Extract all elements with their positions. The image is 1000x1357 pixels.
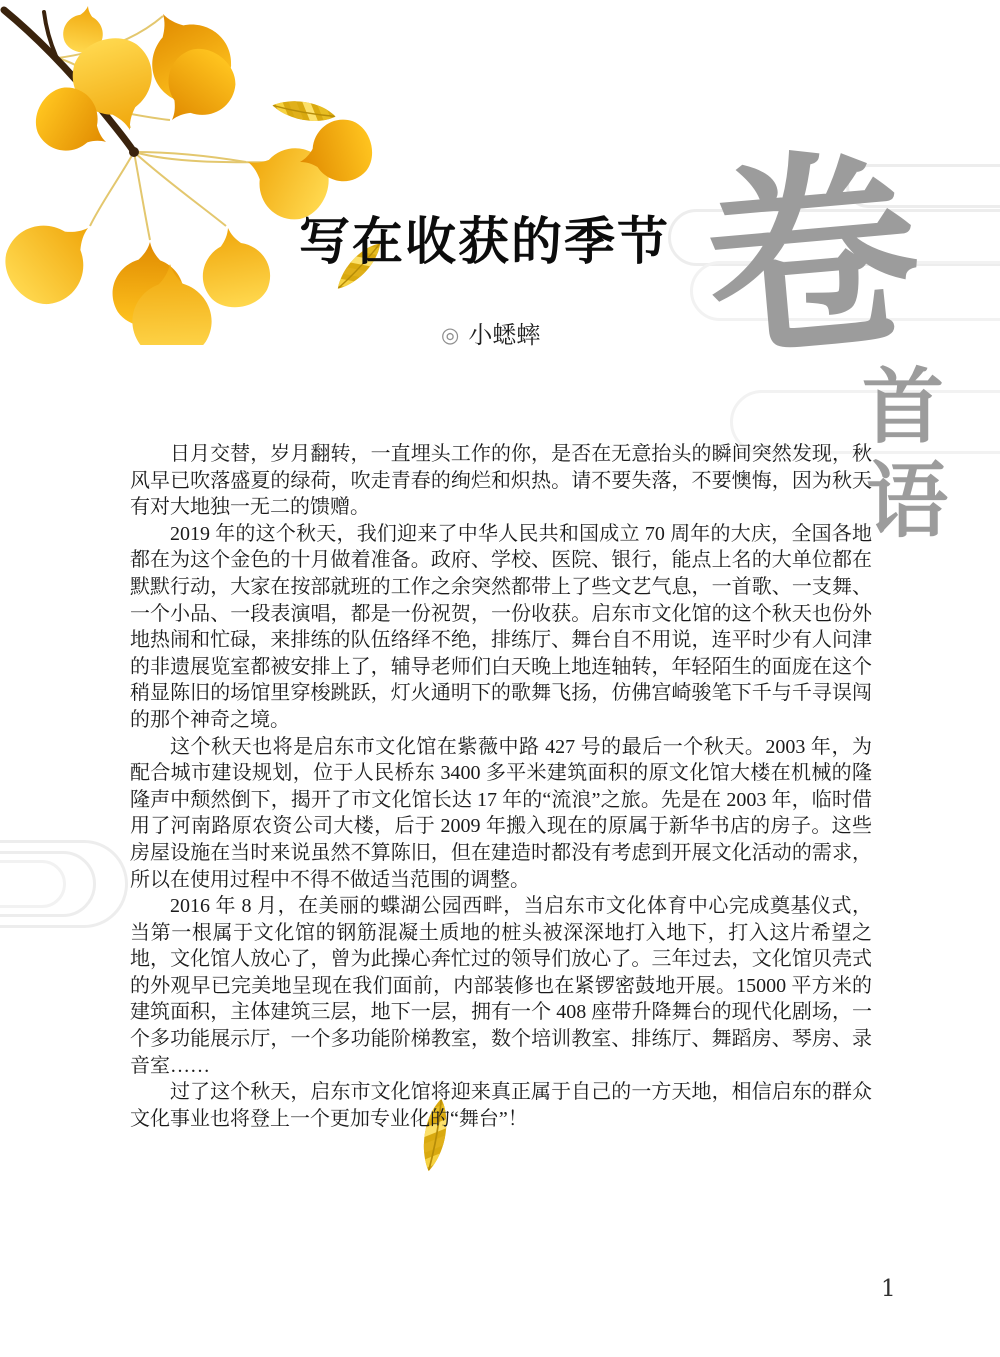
page-number: 1	[881, 1276, 896, 1302]
ginkgo-branch-image	[0, 0, 400, 345]
calligraphy-char-juan: 卷	[695, 122, 929, 389]
author-marker-icon: ◎	[441, 323, 460, 347]
calligraphy-char-shou: 首	[862, 359, 945, 455]
body-paragraph: 2016 年 8 月，在美丽的蝶湖公园西畔，当启东市文化体育中心完成奠基仪式，当第一根属于文化馆的钢筋混凝土质地的桩头被深深地打入地下，打入这片希望之地，文化馆人放心了，曾为此操心奔忙过的领导们放心了。三年过去，文化馆贝壳式的外观早已完美地呈现在我们面前，内部装修也在紧锣密鼓地开展。15000 平方米的建筑面积，主体建筑三层，地下一层，拥有一个 408 座带升降舞台的现代化剧场，一个多功能展示厅，一个多功能阶梯教室，数个培训教室、排练厅、舞蹈房、琴房、录音室……	[130, 895, 872, 1077]
body-paragraph: 日月交替，岁月翻转，一直埋头工作的你，是否在无意抬头的瞬间突然发现，秋风早已吹落盛夏的绿荷，吹走青春的绚烂和炽热。请不要失落，不要懊悔，因为秋天有对大地独一无二的馈赠。	[130, 443, 872, 519]
body-paragraph: 2019 年的这个秋天，我们迎来了中华人民共和国成立 70 周年的大庆，全国各地都在为这个金色的十月做着准备。政府、学校、医院、银行，能点上名的大单位都在默默行动，大家在按部就班的工作之余突然都带上了些文艺气息，一首歌、一支舞、一个小品、一段表演唱，都是一份祝贺，一份收获。启东市文化馆的这个秋天也份外地热闹和忙碌，来排练的队伍络绎不绝，排练厅、舞台自不用说，连平时少有人问津的非遗展览室都被安排上了，辅导老师们白天晚上地连轴转，年轻陌生的面庞在这个稍显陈旧的场馆里穿梭跳跃，灯火通明下的歌舞飞扬，仿佛宫崎骏笔下千与千寻误闯的那个神奇之境。	[130, 522, 872, 731]
body-paragraph: 这个秋天也将是启东市文化馆在紫薇中路 427 号的最后一个秋天。2003 年，为配合城市建设规划，位于人民桥东 3400 多平米建筑面积的原文化馆大楼在机械的隆隆声中颓然倒下，揭开了市文化馆长达 17 年的“流浪”之旅。先是在 2003 年，临时借用了河南路原农资公司大楼，后于 2009 年搬入现在的原属于新华书店的房子。这些房屋设施在当时来说虽然不算陈旧，但在建造时都没有考虑到开展文化活动的需求，所以在使用过程中不得不做适当范围的调整。	[130, 735, 872, 891]
page-title: 写在收获的季节	[299, 213, 671, 272]
author-name: 小蟋蟀	[468, 323, 541, 349]
author-byline	[441, 315, 540, 350]
body-paragraph: 过了这个秋天，启东市文化馆将迎来真正属于自己的一方天地，相信启东的群众文化事业也将登上一个更加专业化的“舞台”！	[130, 1081, 872, 1130]
article-body	[130, 441, 872, 1132]
calligraphy-char-yu: 语	[866, 453, 949, 549]
cloud-motif-icon	[0, 860, 66, 908]
